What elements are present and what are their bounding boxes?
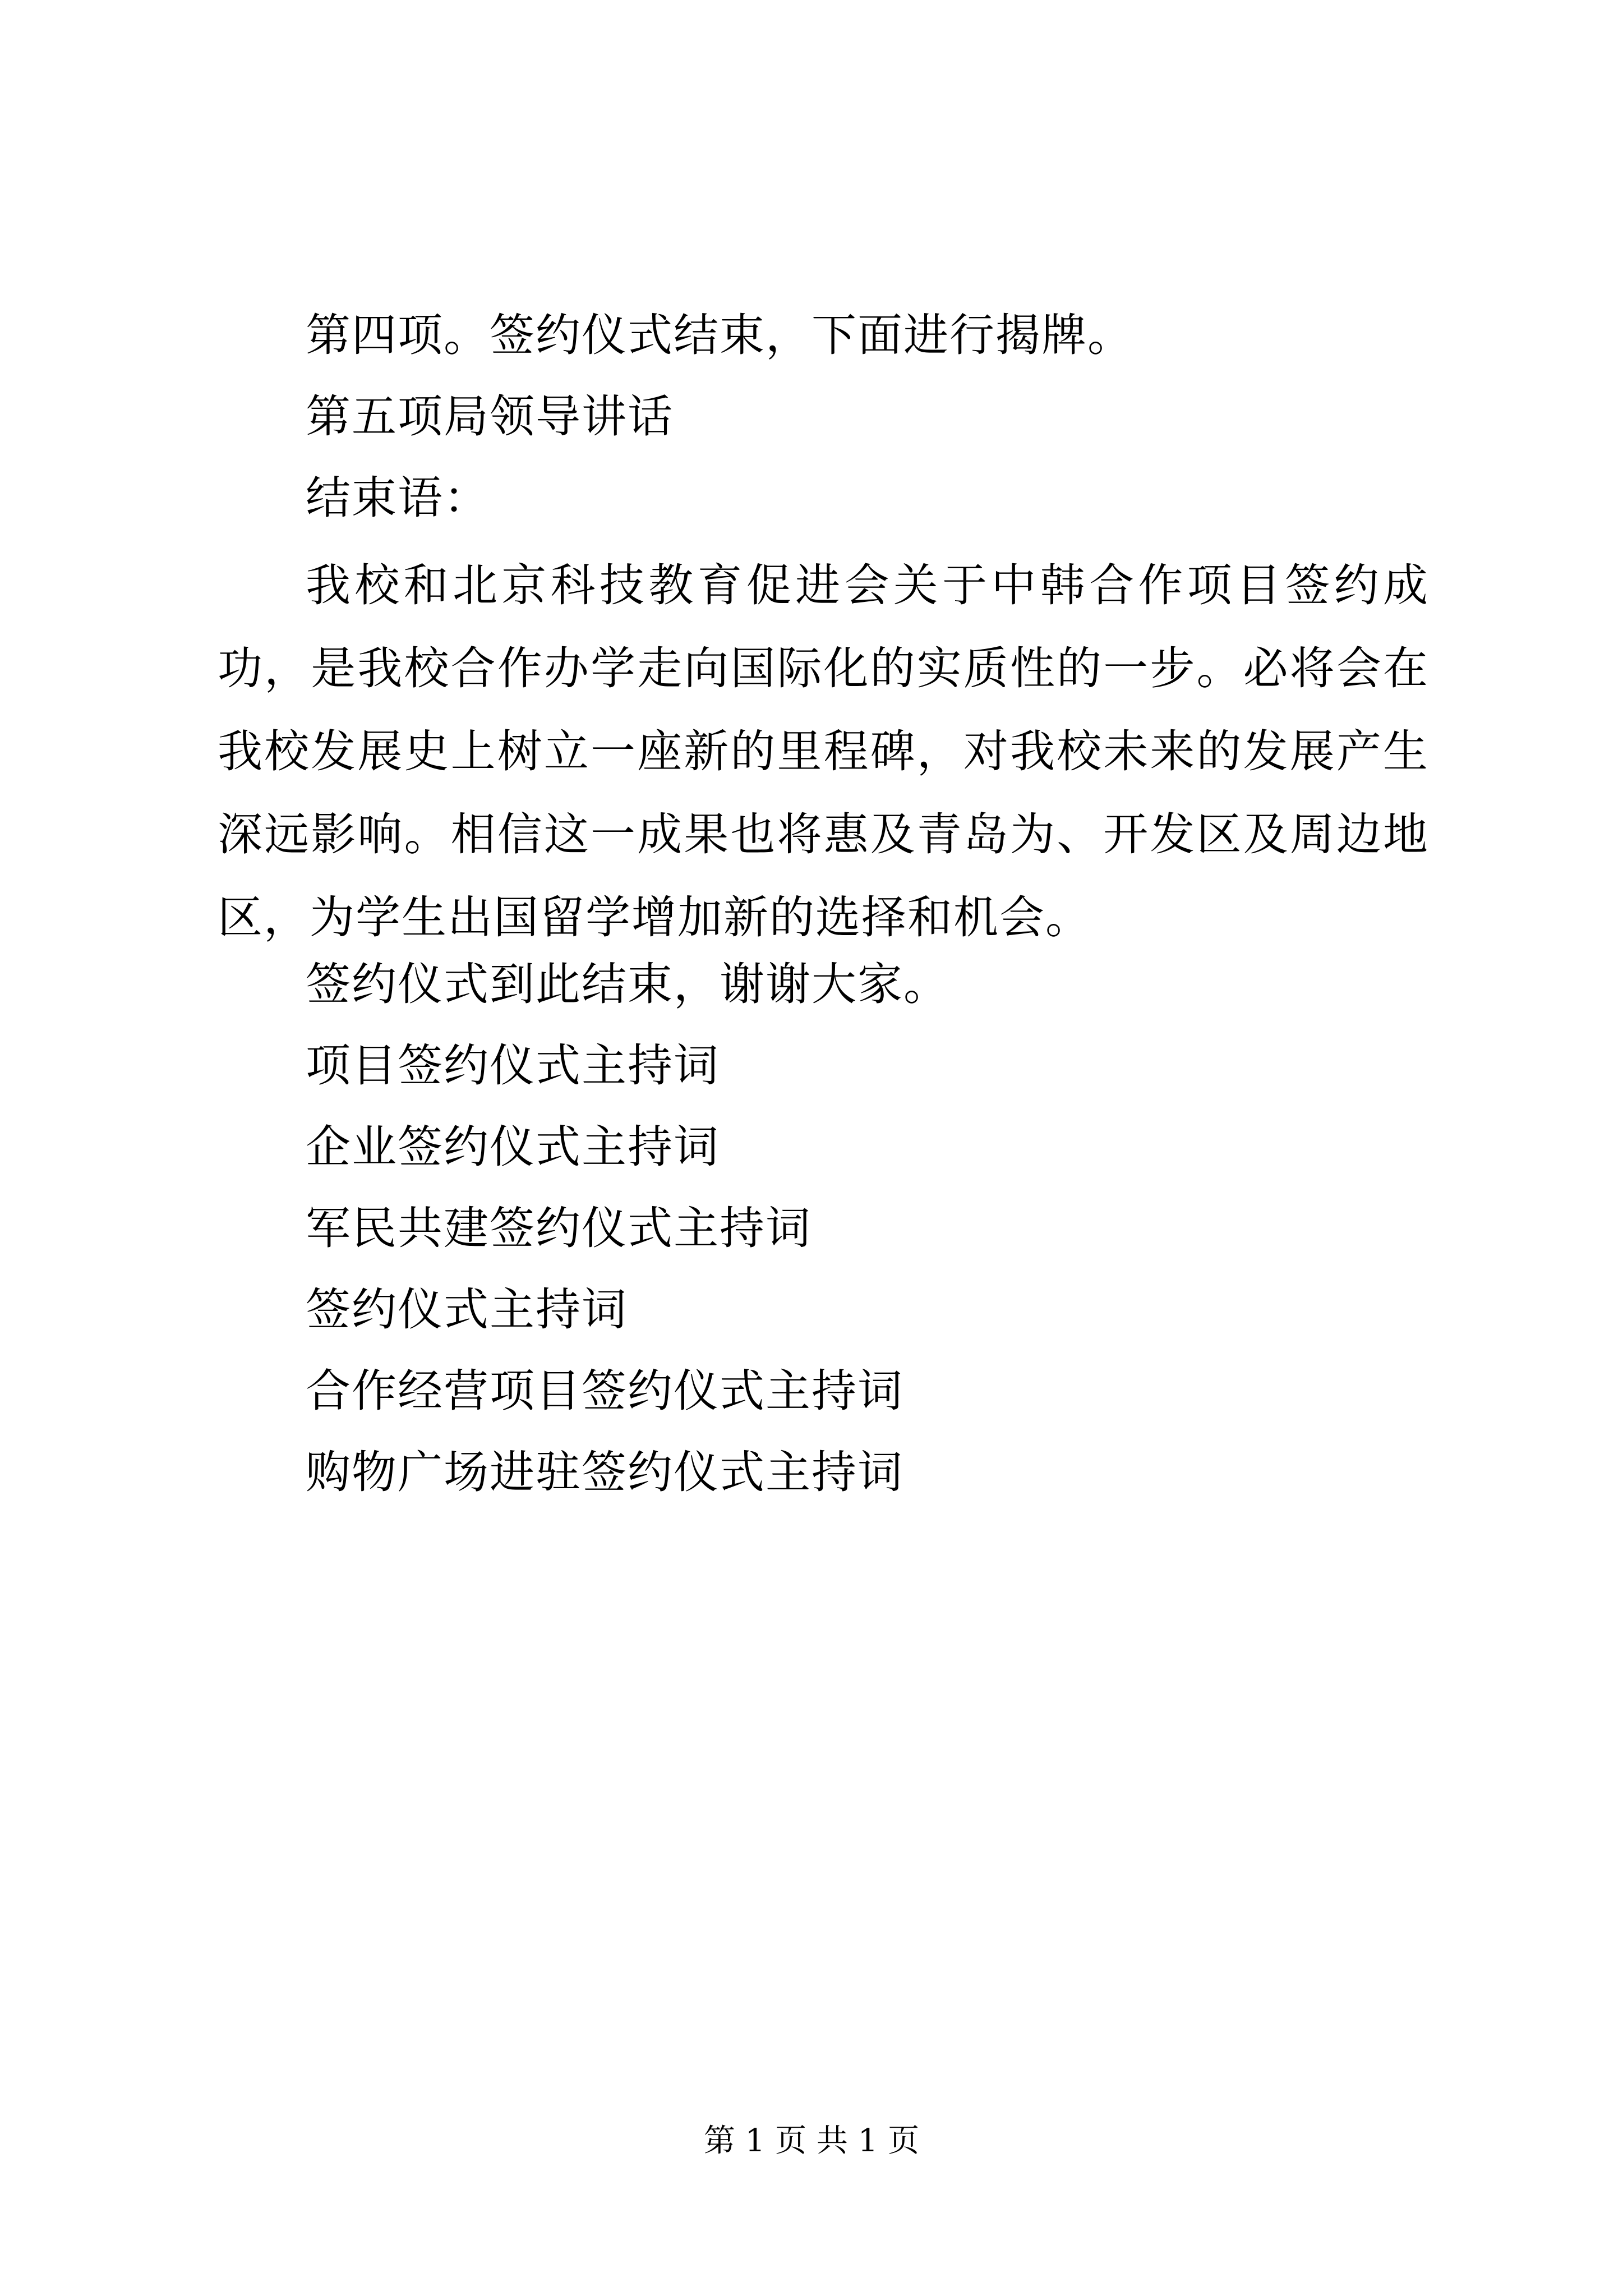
text-line-closing-heading: 结束语： [306, 472, 490, 524]
related-title-3: 军民共建签约仪式主持词 [306, 1202, 811, 1254]
related-title-5: 合作经营项目签约仪式主持词 [306, 1365, 903, 1417]
related-title-4: 签约仪式主持词 [306, 1283, 628, 1336]
page-number-footer: 第 1 页 共 1 页 [703, 2123, 920, 2159]
related-title-6: 购物广场进驻签约仪式主持词 [306, 1446, 903, 1498]
text-line-item-four: 第四项。签约仪式结束，下面进行揭牌。 [306, 309, 1133, 361]
closing-paragraph: 我校和北京科技教育促进会关于中韩合作项目签约成功，是我校合作办学走向国际化的实质性的一步。必将会在我校发展史上树立一座新的里程碑，对我校未来的发展产生深远影响。相信这一成果也将惠及青岛为、开发区及周边地区，为学生出国留学增加新的选择和机会。 [218, 559, 1429, 944]
related-title-2: 企业签约仪式主持词 [306, 1121, 720, 1173]
text-line-ceremony-end: 签约仪式到此结束，谢谢大家。 [306, 958, 949, 1010]
related-title-1: 项目签约仪式主持词 [306, 1039, 720, 1092]
text-line-item-five: 第五项局领导讲话 [306, 390, 674, 443]
